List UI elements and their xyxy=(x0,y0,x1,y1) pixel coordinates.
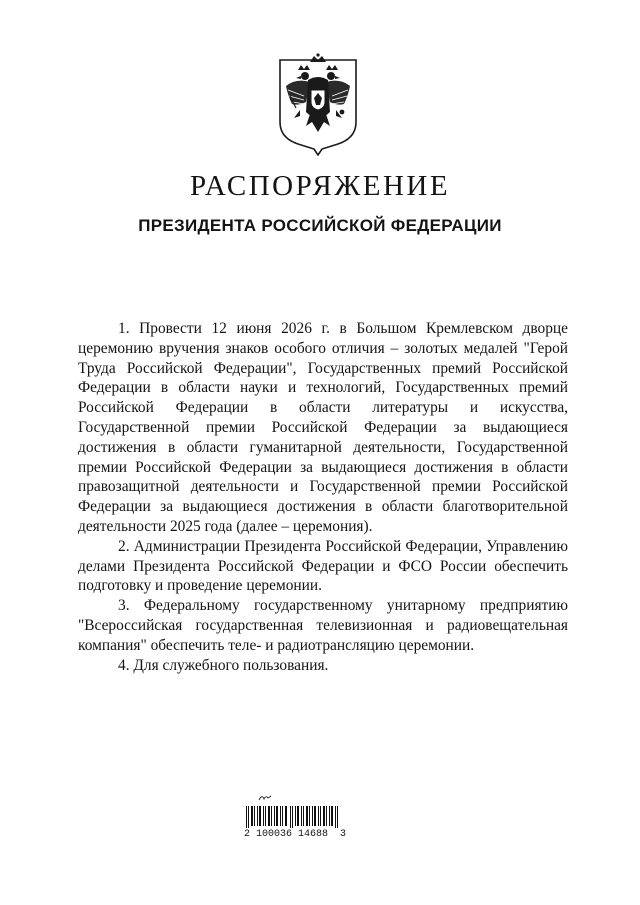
paragraph-3: 3. Федеральному государственному унитарному предприятию "Всероссийская государственная телевизионная и радиовещательная компания" обеспечить теле- и радиотрансляцию церемонии. xyxy=(78,597,568,654)
barcode-number: 2 100036 14688 3 xyxy=(244,829,347,840)
document-title: РАСПОРЯЖЕНИЕ xyxy=(189,170,451,202)
paragraph-1: 1. Провести 12 июня 2026 г. в Большом Кремлевском дворце церемонию вручения знаков особого отличия – золотых медалей "Герой Труда Российской Федерации", Государственных премий Российской Федерации в области науки и технологий, Государственных премий Российской Федерации в области литературы и искусства, Государственной премии Российской Федерации за выдающиеся достижения в области гуманитарной деятельности, Государственной премии Российской Федерации за выдающиеся достижения в области правозащитной деятельности и Государственной премии Российской Федерации за выдающиеся достижения в области благотворительной деятельности 2025 года (далее – церемония). xyxy=(78,320,568,535)
coat-of-arms-icon xyxy=(276,52,360,156)
paragraph-4: 4. Для служебного пользования. xyxy=(118,656,329,674)
document-body xyxy=(78,319,568,675)
paragraph-2: 2. Администрации Президента Российской Федерации, Управлению делами Президента Российской Федерации и ФСО России обеспечить подготовку и проведение церемонии. xyxy=(78,537,568,595)
signature-mark-icon xyxy=(258,793,272,802)
document-subtitle: ПРЕЗИДЕНТА РОССИЙСКОЙ ФЕДЕРАЦИИ xyxy=(138,216,502,235)
barcode-icon xyxy=(246,806,338,828)
